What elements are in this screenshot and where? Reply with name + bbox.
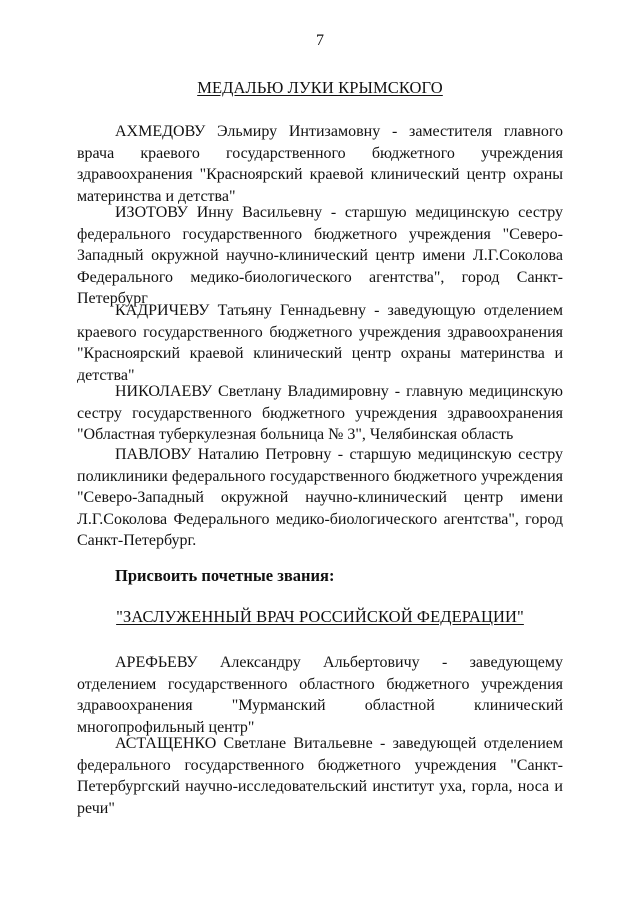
award-paragraph-pavlova: ПАВЛОВУ Наталию Петровну - старшую медицинскую сестру поликлиники федерального государственного бюджетного учреждения "Северо-Западный окружной научно-клинический центр имени Л.Г.Соколова Федерального медико-биологического агентства", город Санкт-Петербург. (77, 446, 563, 549)
section-heading-medal: МЕДАЛЬЮ ЛУКИ КРЫМСКОГО (197, 78, 443, 97)
award-paragraph-kadricheva: КАДРИЧЕВУ Татьяну Геннадьевну - заведующую отделением краевого государственного бюджетного учреждения здравоохранения "Красноярский краевой клинический центр охраны материнства и детства" (77, 302, 563, 384)
section-heading-honored-doctor: "ЗАСЛУЖЕННЫЙ ВРАЧ РОССИЙСКОЙ ФЕДЕРАЦИИ" (116, 607, 524, 626)
instruction-text: Присвоить почетные звания: (115, 566, 335, 585)
award-paragraph-izotova: ИЗОТОВУ Инну Васильевну - старшую медицинскую сестру федерального государственного бюджетного учреждения "Северо-Западный окружной научно-клинический центр имени Л.Г.Соколова Федерального медико-биологического агентства", город Санкт-Петербург (77, 204, 563, 307)
award-paragraph-arefiev: АРЕФЬЕВУ Александру Альбертовичу - заведующему отделением государственного областного бюджетного учреждения здравоохранения "Мурманский областной клинический многопрофильный центр" (77, 654, 563, 736)
page-number: 7 (316, 32, 324, 49)
award-paragraph-nikolaeva: НИКОЛАЕВУ Светлану Владимировну - главную медицинскую сестру государственного бюджетного учреждения здравоохранения "Областная туберкулезная больница № 3", Челябинская область (77, 383, 563, 443)
award-paragraph-akhmedova: АХМЕДОВУ Эльмиру Интизамовну - заместителя главного врача краевого государственного бюджетного учреждения здравоохранения "Красноярский краевой клинический центр охраны материнства и детства" (77, 123, 563, 205)
award-paragraph-astashchenko: АСТАЩЕНКО Светлане Витальевне - заведующей отделением федерального государственного бюджетного учреждения "Санкт-Петербургский научно-исследовательский институт уха, горла, носа и речи" (77, 735, 563, 817)
